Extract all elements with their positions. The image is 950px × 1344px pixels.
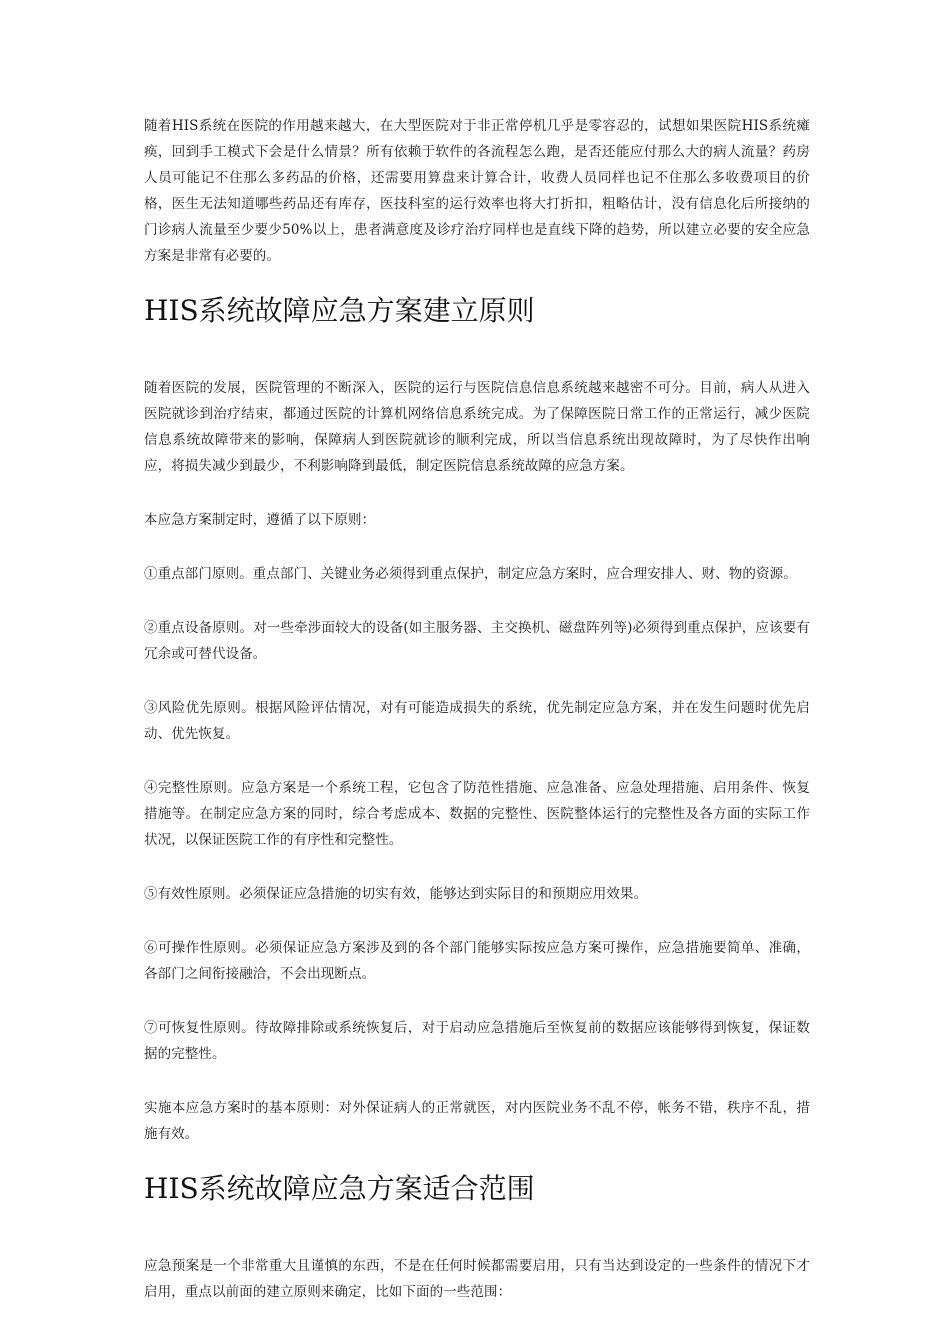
- document-page: [144, 113, 810, 1305]
- principle-item-3: ③风险优先原则。根据风险评估情况，对有可能造成损失的系统，优先制定应急方案，并在发生问题时优先启动、优先恢复。: [144, 700, 810, 742]
- principles-lead-paragraph: 本应急方案制定时，遵循了以下原则：: [144, 512, 376, 528]
- principle-item-7: ⑦可恢复性原则。待故障排除或系统恢复后，对于启动应急措施后至恢复前的数据应该能够得到恢复，保证数据的完整性。: [144, 1020, 810, 1062]
- intro-paragraph: 随着HIS系统在医院的作用越来越大，在大型医院对于非正常停机几乎是零容忍的，试想如果医院HIS系统瘫痪，回到手工模式下会是什么情景？所有依赖于软件的各流程怎么跑，是否还能应付那么大的病人流量？药房人员可能记不住那么多药品的价格，还需要用算盘来计算合计，收费人员同样也记不住那么多收费项目的价格，医生无法知道哪些药品还有库存，医技科室的运行效率也将大打折扣，粗略估计，没有信息化后所接纳的门诊病人流量至少要少50%以上，患者满意度及诊疗治疗同样也是直线下降的趋势，所以建立必要的安全应急方案是非常有必要的。: [144, 118, 810, 264]
- scope-paragraph: 应急预案是一个非常重大且谨慎的东西，不是在任何时候都需要启用，只有当达到设定的一些条件的情况下才启用，重点以前面的建立原则来确定，比如下面的一些范围：: [144, 1258, 810, 1300]
- principle-item-6: ⑥可操作性原则。必须保证应急方案涉及到的各个部门能够实际按应急方案可操作，应急措施要简单、准确，各部门之间衔接融洽，不会出现断点。: [144, 940, 810, 982]
- principle-item-2: ②重点设备原则。对一些牵涉面较大的设备(如主服务器、主交换机、磁盘阵列等)必须得到重点保护，应该要有冗余或可替代设备。: [144, 620, 810, 662]
- basic-principle-paragraph: 实施本应急方案时的基本原则：对外保证病人的正常就医，对内医院业务不乱不停，帐务不错，秩序不乱，措施有效。: [144, 1100, 810, 1142]
- section-heading-principles: HIS系统故障应急方案建立原则: [144, 294, 535, 327]
- principles-intro-paragraph: 随着医院的发展，医院管理的不断深入，医院的运行与医院信息信息系统越来越密不可分。目前，病人从进入医院就诊到治疗结束，都通过医院的计算机网络信息系统完成。为了保障医院日常工作的正常运行，减少医院信息系统故障带来的影响，保障病人到医院就诊的顺利完成，所以当信息系统出现故障时，为了尽快作出响应，将损失减少到最少，不利影响降到最低，制定医院信息系统故障的应急方案。: [144, 380, 810, 474]
- principle-item-5: ⑤有效性原则。必须保证应急措施的切实有效，能够达到实际目的和预期应用效果。: [144, 886, 648, 902]
- section-heading-scope: HIS系统故障应急方案适合范围: [144, 1172, 535, 1205]
- principle-item-4: ④完整性原则。应急方案是一个系统工程，它包含了防范性措施、应急准备、应急处理措施、启用条件、恢复措施等。在制定应急方案的同时，综合考虑成本、数据的完整性、医院整体运行的完整性及各方面的实际工作状况，以保证医院工作的有序性和完整性。: [144, 780, 810, 848]
- principle-item-1: ①重点部门原则。重点部门、关键业务必须得到重点保护，制定应急方案时，应合理安排人、财、物的资源。: [144, 566, 797, 582]
